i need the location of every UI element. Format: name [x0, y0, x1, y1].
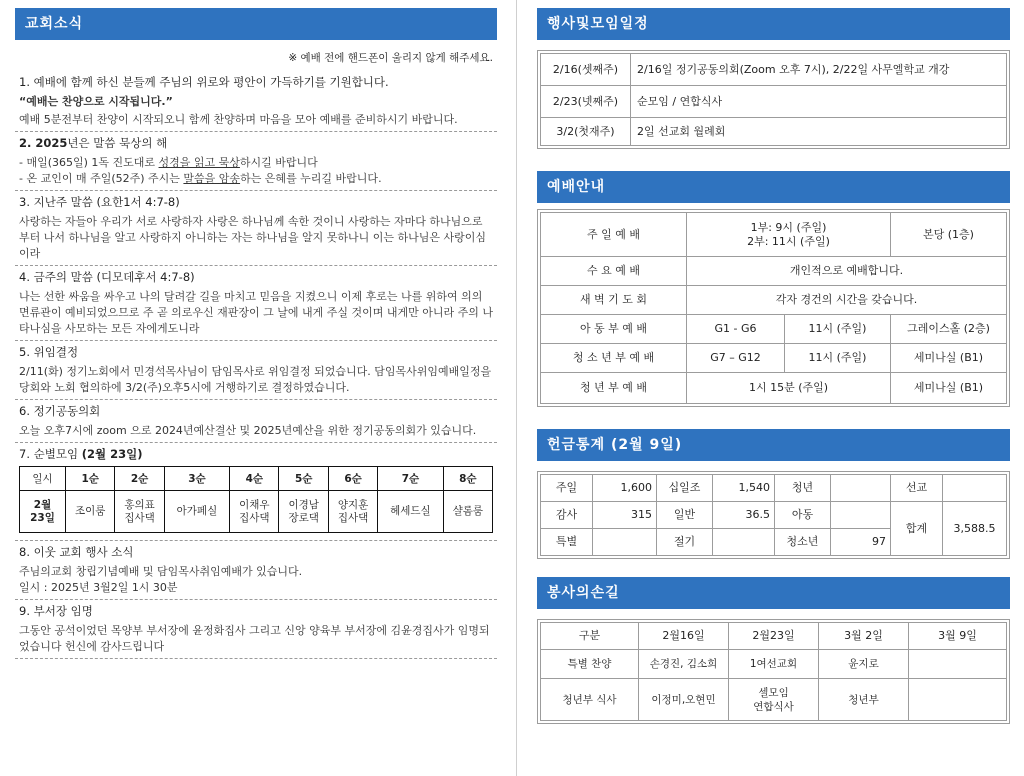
news-item-5-body: 2/11(화) 정기노회에서 민경석목사님이 담임목사로 위임결정 되었습니다. 담임목사위임예배일정을 당회와 노회 협의하에 3/2(주)오후5시에 거행하기로 결정하였습니다. — [19, 365, 492, 394]
worship-name: 아 동 부 예 배 — [541, 315, 687, 344]
sched-cell: 아가페실 — [164, 491, 229, 533]
event-desc: 순모임 / 연합식사 — [631, 86, 1007, 118]
worship-place: 세미나실 (B1) — [891, 373, 1007, 404]
events-header: 행사및모임일정 — [537, 8, 1010, 40]
service-cell: 청년부 — [819, 679, 909, 721]
service-row-label: 특별 찬양 — [541, 650, 639, 679]
offering-label: 절기 — [657, 529, 713, 556]
offering-value: 97 — [831, 529, 891, 556]
line2-a: - 온 교인이 매 주일(52주) 주시는 — [19, 172, 184, 185]
sched-header: 1순 — [66, 467, 115, 491]
worship-name: 청 년 부 예 배 — [541, 373, 687, 404]
news-item-2-title-rest: 년은 말씀 묵상의 해 — [67, 136, 168, 150]
sched-cell — [230, 491, 279, 533]
offering-value — [713, 529, 775, 556]
sched-header: 3순 — [164, 467, 229, 491]
line2-underline: 말씀을 암송 — [183, 172, 241, 185]
service-table — [540, 622, 1007, 721]
offering-label: 감사 — [541, 502, 593, 529]
worship-place: 그레이스홀 (2층) — [891, 315, 1007, 344]
service-cell — [729, 679, 819, 721]
offering-value — [831, 502, 891, 529]
news-item-8 — [15, 541, 497, 600]
news-item-8-title: 8. 이웃 교회 행사 소식 — [19, 545, 134, 559]
news-item-2-line1 — [19, 155, 493, 171]
item-7-date: (2월 23일) — [81, 447, 143, 461]
cell-group-schedule-table — [19, 466, 493, 533]
service-col-header: 3월 9일 — [909, 623, 1007, 650]
news-item-1-quote: “예배는 찬양으로 시작됩니다.” — [19, 95, 173, 108]
sched-cell-l2: 집사댁 — [124, 511, 155, 524]
news-item-8-body1: 주님의교회 창립기념예배 및 담임목사취임예배가 있습니다. — [19, 565, 303, 578]
worship-time-2: 2부: 11시 (주일) — [747, 234, 830, 248]
news-item-5-title: 5. 위임결정 — [19, 345, 79, 359]
offering-label: 일반 — [657, 502, 713, 529]
worship-time: 1시 15분 (주일) — [687, 373, 891, 404]
service-box — [537, 619, 1010, 724]
offering-table — [540, 474, 1007, 556]
sched-header: 일시 — [20, 467, 66, 491]
offering-header: 헌금통계 (2월 9일) — [537, 429, 1010, 461]
worship-time: 11시 (주일) — [785, 344, 891, 373]
sched-cell — [328, 491, 377, 533]
line1-a: - 매일(365일) 1독 진도대로 — [19, 156, 159, 169]
news-item-1-title: 1. 예배에 함께 하신 분들께 주님의 위로와 평안이 가득하기를 기원합니다. — [19, 75, 389, 89]
service-cell: 손경진, 김소희 — [639, 650, 729, 679]
service-cell-l1: 셀모임 — [758, 686, 789, 699]
sched-cell: 헤세드실 — [378, 491, 443, 533]
church-news-header: 교회소식 — [15, 8, 497, 40]
news-item-2 — [15, 132, 497, 191]
service-col-header: 구분 — [541, 623, 639, 650]
offering-label: 청년 — [775, 475, 831, 502]
phone-notice: ※ 예배 전에 핸드폰이 울리지 않게 해주세요. — [288, 52, 493, 64]
offering-label: 주일 — [541, 475, 593, 502]
news-item-6-title: 6. 정기공동의회 — [19, 404, 101, 418]
offering-label: 선교 — [891, 475, 943, 502]
sched-header: 8순 — [443, 467, 492, 491]
worship-time-1: 1부: 9시 (주일) — [750, 220, 827, 234]
news-item-3-title: 3. 지난주 말씀 (요한1서 4:7-8) — [19, 195, 180, 209]
event-desc: 2일 선교회 월례회 — [631, 118, 1007, 146]
sched-cell-l1: 이경남 — [288, 498, 319, 511]
offering-total-value: 3,588.5 — [943, 502, 1007, 556]
service-header: 봉사의손길 — [537, 577, 1010, 609]
worship-name: 주 일 예 배 — [541, 213, 687, 257]
worship-header: 예배안내 — [537, 171, 1010, 203]
offering-box — [537, 471, 1010, 559]
news-item-6 — [15, 400, 497, 443]
worship-place: 세미나실 (B1) — [891, 344, 1007, 373]
news-item-3-body: 사랑하는 자들아 우리가 서로 사랑하자 사랑은 하나님께 속한 것이니 사랑하는 자마다 하나님으로부터 나서 하나님을 알고 사랑하지 아니하는 자는 하나님을 알지 못하나니 이는 하나님은 사랑이심이라 — [19, 215, 486, 260]
offering-value — [831, 475, 891, 502]
sched-header: 5순 — [279, 467, 328, 491]
sched-header: 4순 — [230, 467, 279, 491]
service-row-label: 청년부 식사 — [541, 679, 639, 721]
news-item-7 — [15, 443, 497, 541]
worship-name: 수 요 예 배 — [541, 257, 687, 286]
worship-desc: 개인적으로 예배합니다. — [687, 257, 1007, 286]
sched-cell-l2: 집사댁 — [337, 511, 369, 524]
news-item-8-body2: 일시 : 2025년 3월2일 1시 30분 — [19, 581, 178, 594]
events-table — [540, 53, 1007, 146]
item-7-title-a: 7. 순별모임 — [19, 447, 82, 461]
sched-date — [20, 491, 66, 533]
news-item-4-title: 4. 금주의 말씀 (디모데후서 4:7-8) — [19, 270, 195, 284]
sched-cell-l1: 양지훈 — [337, 498, 369, 511]
sched-date-day: 23일 — [30, 511, 55, 524]
offering-label: 특별 — [541, 529, 593, 556]
schedule-column — [537, 8, 1010, 724]
offering-value — [593, 529, 657, 556]
event-date: 2/23(넷째주) — [541, 86, 631, 118]
offering-value: 315 — [593, 502, 657, 529]
worship-times — [687, 213, 891, 257]
sched-cell: 조이룸 — [66, 491, 115, 533]
sched-cell: 샬롬룸 — [443, 491, 492, 533]
event-desc: 2/16일 정기공동의회(Zoom 오후 7시), 2/22일 사무엘학교 개강 — [631, 54, 1007, 86]
news-item-4 — [15, 266, 497, 341]
service-cell: 1여선교회 — [729, 650, 819, 679]
news-item-9 — [15, 600, 497, 659]
news-item-2-line2 — [19, 171, 493, 187]
church-news-column — [15, 8, 497, 659]
offering-value — [943, 475, 1007, 502]
offering-label: 청소년 — [775, 529, 831, 556]
news-item-7-title — [19, 446, 493, 462]
sched-header: 2순 — [115, 467, 164, 491]
service-col-header: 2월23일 — [729, 623, 819, 650]
worship-box — [537, 209, 1010, 407]
offering-value: 1,540 — [713, 475, 775, 502]
news-item-1-body: 예배 5분전부터 찬양이 시작되오니 함께 찬양하며 마음을 모아 예배를 준비하시기 바랍니다. — [19, 113, 458, 126]
service-cell — [909, 650, 1007, 679]
offering-value: 36.5 — [713, 502, 775, 529]
offering-value: 1,600 — [593, 475, 657, 502]
news-item-4-body: 나는 선한 싸움을 싸우고 나의 달려갈 길을 마치고 믿음을 지켰으니 이제 후로는 나를 위하여 의의 면류관이 예비되었으므로 주 곧 의로우신 재판장이 그 날에 내게 주실 것이며 내게만 아니라 주의 나타나심을 사모하는 모든 자에게도니라 — [19, 290, 493, 335]
offering-total-label: 합계 — [891, 502, 943, 556]
event-date: 2/16(셋째주) — [541, 54, 631, 86]
worship-time: 11시 (주일) — [785, 315, 891, 344]
news-item-9-body: 그동안 공석이었던 목양부 부서장에 윤정화집사 그리고 신앙 양육부 부서장에 김윤경집사가 임명되었습니다 헌신에 감사드립니다 — [19, 624, 490, 653]
sched-cell-l2: 장로댁 — [288, 511, 319, 524]
worship-grade: G7 – G12 — [687, 344, 785, 373]
sched-header: 7순 — [378, 467, 443, 491]
sched-cell — [279, 491, 328, 533]
sched-cell-l1: 이채우 — [239, 498, 270, 511]
service-col-header: 2월16일 — [639, 623, 729, 650]
news-item-2-year: 2. 2025 — [19, 136, 68, 150]
events-box — [537, 50, 1010, 149]
sched-header: 6순 — [328, 467, 377, 491]
worship-desc: 각자 경건의 시간을 갖습니다. — [687, 286, 1007, 315]
line1-b: 하시길 바랍니다 — [239, 156, 318, 169]
news-item-9-title: 9. 부서장 임명 — [19, 604, 93, 618]
line2-b: 하는 은혜를 누리길 바랍니다. — [240, 172, 382, 185]
news-item-5 — [15, 341, 497, 400]
service-cell: 이정미,오현민 — [639, 679, 729, 721]
event-date: 3/2(첫재주) — [541, 118, 631, 146]
news-item-3 — [15, 191, 497, 266]
service-cell: 윤지로 — [819, 650, 909, 679]
worship-table — [540, 212, 1007, 404]
offering-label: 십일조 — [657, 475, 713, 502]
sched-cell — [115, 491, 164, 533]
news-item-1 — [15, 71, 497, 132]
service-col-header: 3월 2일 — [819, 623, 909, 650]
service-cell-l2: 연합식사 — [753, 700, 794, 713]
worship-name: 새 벽 기 도 회 — [541, 286, 687, 315]
sched-cell-l2: 집사댁 — [239, 511, 270, 524]
column-divider — [516, 0, 517, 776]
news-item-2-title — [19, 135, 493, 151]
line1-underline: 성경을 읽고 묵상 — [158, 156, 240, 169]
news-item-6-body: 오늘 오후7시에 zoom 으로 2024년예산결산 및 2025년예산을 위한 정기공동의회가 있습니다. — [19, 424, 477, 437]
sched-cell-l1: 홍의표 — [124, 498, 155, 511]
sched-date-month: 2월 — [33, 498, 52, 511]
worship-place: 본당 (1층) — [891, 213, 1007, 257]
offering-label: 아동 — [775, 502, 831, 529]
service-cell — [909, 679, 1007, 721]
worship-name: 청 소 년 부 예 배 — [541, 344, 687, 373]
worship-grade: G1 - G6 — [687, 315, 785, 344]
